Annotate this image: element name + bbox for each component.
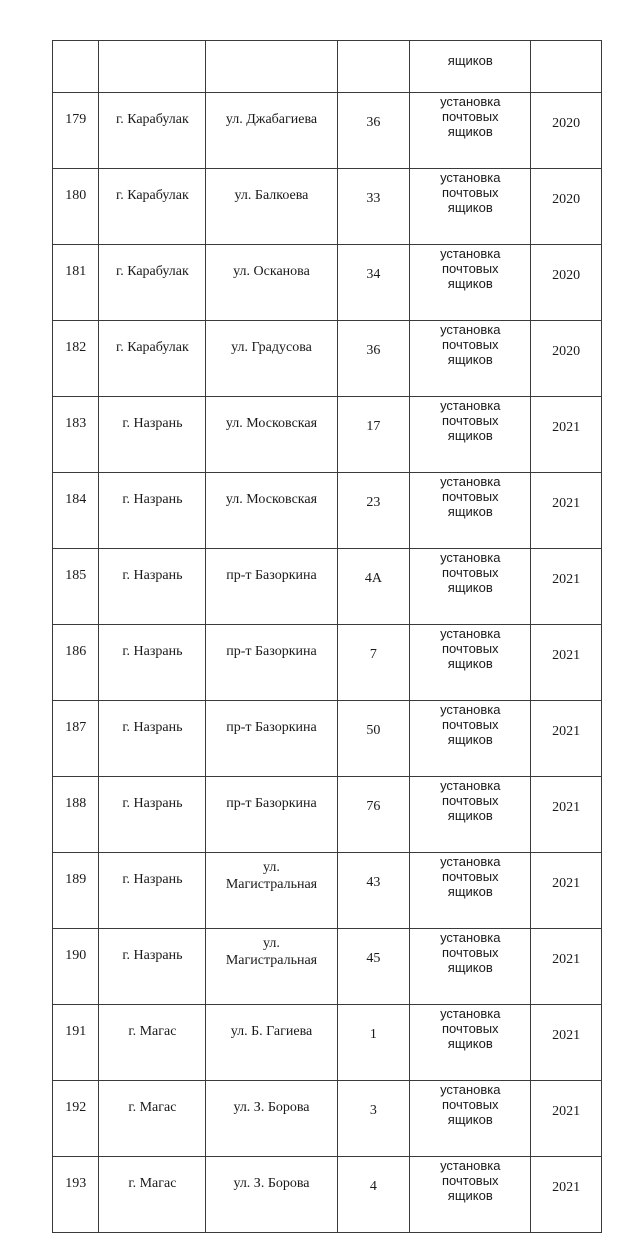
cell-work xyxy=(410,321,531,397)
cell-num: 182 xyxy=(53,321,99,397)
cell-year: 2020 xyxy=(531,93,602,169)
cell-city: г. Карабулак xyxy=(99,93,206,169)
cell-num: 183 xyxy=(53,397,99,473)
cell-street: ул. Джабагиева xyxy=(206,93,337,169)
cell-year: 2020 xyxy=(531,245,602,321)
cell-city: г. Карабулак xyxy=(99,321,206,397)
work-line: установка xyxy=(440,930,501,945)
cell-year xyxy=(531,41,602,93)
cell-street: пр-т Базоркина xyxy=(206,549,337,625)
cell-work xyxy=(410,549,531,625)
cell-city: г. Назрань xyxy=(99,701,206,777)
cell-year: 2020 xyxy=(531,169,602,245)
cell-num: 186 xyxy=(53,625,99,701)
work-line: ящиков xyxy=(447,504,493,519)
document-page xyxy=(52,40,602,1233)
work-line: ящиков xyxy=(447,124,493,139)
cell-house: 36 xyxy=(337,321,410,397)
cell-street: пр-т Базоркина xyxy=(206,777,337,853)
cell-house: 17 xyxy=(337,397,410,473)
cell-house: 4А xyxy=(337,549,410,625)
work-line: установка xyxy=(440,170,501,185)
street-line: Магистральная xyxy=(225,953,318,968)
cell-city: г. Назрань xyxy=(99,473,206,549)
cell-house: 23 xyxy=(337,473,410,549)
cell-year: 2021 xyxy=(531,853,602,929)
cell-year: 2021 xyxy=(531,1157,602,1233)
work-line: ящиков xyxy=(447,428,493,443)
cell-city: г. Магас xyxy=(99,1081,206,1157)
work-line: почтовых xyxy=(442,565,499,580)
work-line: почтовых xyxy=(442,869,499,884)
cell-year: 2021 xyxy=(531,1081,602,1157)
cell-num: 181 xyxy=(53,245,99,321)
cell-year: 2021 xyxy=(531,777,602,853)
cell-num: 191 xyxy=(53,1005,99,1081)
cell-year: 2021 xyxy=(531,473,602,549)
cell-num: 192 xyxy=(53,1081,99,1157)
cell-num: 190 xyxy=(53,929,99,1005)
work-line: ящиков xyxy=(447,1188,493,1203)
cell-work: ящиков xyxy=(410,41,531,93)
cell-work xyxy=(410,929,531,1005)
work-line: почтовых xyxy=(442,337,499,352)
cell-street xyxy=(206,929,337,1005)
cell-street: ул. Осканова xyxy=(206,245,337,321)
cell-street: ул. Московская xyxy=(206,473,337,549)
cell-city: г. Магас xyxy=(99,1005,206,1081)
table-row xyxy=(53,777,602,853)
cell-city: г. Назрань xyxy=(99,929,206,1005)
table-row xyxy=(53,1081,602,1157)
work-line: установка xyxy=(440,550,501,565)
work-line: ящиков xyxy=(447,580,493,595)
work-line: почтовых xyxy=(442,641,499,656)
cell-num: 179 xyxy=(53,93,99,169)
cell-street: ул. Московская xyxy=(206,397,337,473)
table-row xyxy=(53,853,602,929)
cell-num: 185 xyxy=(53,549,99,625)
work-line: почтовых xyxy=(442,489,499,504)
work-line: установка xyxy=(440,474,501,489)
table-row xyxy=(53,397,602,473)
cell-year: 2020 xyxy=(531,321,602,397)
table-row xyxy=(53,473,602,549)
cell-city: г. Магас xyxy=(99,1157,206,1233)
work-line: почтовых xyxy=(442,945,499,960)
street-line: Магистральная xyxy=(225,877,318,892)
cell-year: 2021 xyxy=(531,929,602,1005)
cell-house: 36 xyxy=(337,93,410,169)
work-line: почтовых xyxy=(442,185,499,200)
table-row xyxy=(53,701,602,777)
work-line: почтовых xyxy=(442,261,499,276)
cell-work xyxy=(410,245,531,321)
cell-house: 4 xyxy=(337,1157,410,1233)
work-line: ящиков xyxy=(447,200,493,215)
work-line: ящиков xyxy=(447,1112,493,1127)
cell-house: 3 xyxy=(337,1081,410,1157)
work-line: установка xyxy=(440,1006,501,1021)
work-line: установка xyxy=(440,94,501,109)
works-table xyxy=(52,40,602,1233)
table-row xyxy=(53,1157,602,1233)
cell-city xyxy=(99,41,206,93)
table-row xyxy=(53,625,602,701)
cell-work xyxy=(410,625,531,701)
works-table-body xyxy=(53,41,602,1233)
work-line: почтовых xyxy=(442,717,499,732)
cell-street xyxy=(206,41,337,93)
cell-work xyxy=(410,397,531,473)
work-line: установка xyxy=(440,778,501,793)
work-line: установка xyxy=(440,246,501,261)
cell-city: г. Назрань xyxy=(99,777,206,853)
work-line: ящиков xyxy=(447,276,493,291)
table-row xyxy=(53,929,602,1005)
cell-num: 193 xyxy=(53,1157,99,1233)
cell-city: г. Назрань xyxy=(99,549,206,625)
table-row xyxy=(53,549,602,625)
table-row xyxy=(53,169,602,245)
cell-street: пр-т Базоркина xyxy=(206,625,337,701)
cell-house: 50 xyxy=(337,701,410,777)
work-line: установка xyxy=(440,854,501,869)
cell-work xyxy=(410,701,531,777)
cell-street: ул. З. Борова xyxy=(206,1157,337,1233)
street-line: ул. xyxy=(263,936,280,951)
table-row xyxy=(53,1005,602,1081)
cell-street xyxy=(206,853,337,929)
work-line: установка xyxy=(440,626,501,641)
cell-work xyxy=(410,777,531,853)
cell-street: пр-т Базоркина xyxy=(206,701,337,777)
work-line: почтовых xyxy=(442,1021,499,1036)
cell-house: 34 xyxy=(337,245,410,321)
work-line: установка xyxy=(440,1082,501,1097)
cell-work xyxy=(410,169,531,245)
cell-num: 180 xyxy=(53,169,99,245)
cell-street: ул. Б. Гагиева xyxy=(206,1005,337,1081)
work-line: ящиков xyxy=(447,352,493,367)
work-line: установка xyxy=(440,398,501,413)
cell-num: 184 xyxy=(53,473,99,549)
work-line: ящиков xyxy=(447,732,493,747)
cell-num xyxy=(53,41,99,93)
cell-work xyxy=(410,473,531,549)
work-line: установка xyxy=(440,1158,501,1173)
table-row-continuation xyxy=(53,41,602,93)
cell-house xyxy=(337,41,410,93)
cell-year: 2021 xyxy=(531,625,602,701)
work-line: установка xyxy=(440,702,501,717)
table-row xyxy=(53,321,602,397)
cell-city: г. Карабулак xyxy=(99,245,206,321)
work-line: ящиков xyxy=(447,808,493,823)
work-line: почтовых xyxy=(442,793,499,808)
cell-year: 2021 xyxy=(531,549,602,625)
work-line: ящиков xyxy=(447,884,493,899)
work-line: ящиков xyxy=(447,1036,493,1051)
cell-house: 76 xyxy=(337,777,410,853)
work-line: установка xyxy=(440,322,501,337)
table-row xyxy=(53,93,602,169)
cell-work xyxy=(410,1157,531,1233)
cell-street: ул. З. Борова xyxy=(206,1081,337,1157)
table-row xyxy=(53,245,602,321)
cell-city: г. Карабулак xyxy=(99,169,206,245)
cell-house: 33 xyxy=(337,169,410,245)
cell-num: 187 xyxy=(53,701,99,777)
cell-num: 189 xyxy=(53,853,99,929)
work-line: ящиков xyxy=(447,656,493,671)
cell-num: 188 xyxy=(53,777,99,853)
street-line: ул. xyxy=(263,860,280,875)
cell-street: ул. Градусова xyxy=(206,321,337,397)
cell-house: 1 xyxy=(337,1005,410,1081)
work-line: почтовых xyxy=(442,1173,499,1188)
cell-year: 2021 xyxy=(531,701,602,777)
cell-city: г. Назрань xyxy=(99,397,206,473)
cell-year: 2021 xyxy=(531,1005,602,1081)
cell-work xyxy=(410,1081,531,1157)
cell-work xyxy=(410,853,531,929)
cell-work xyxy=(410,93,531,169)
work-line: почтовых xyxy=(442,1097,499,1112)
cell-city: г. Назрань xyxy=(99,853,206,929)
work-line: ящиков xyxy=(447,960,493,975)
work-line: почтовых xyxy=(442,413,499,428)
work-line: почтовых xyxy=(442,109,499,124)
cell-house: 43 xyxy=(337,853,410,929)
cell-city: г. Назрань xyxy=(99,625,206,701)
cell-work xyxy=(410,1005,531,1081)
cell-street: ул. Балкоева xyxy=(206,169,337,245)
cell-house: 7 xyxy=(337,625,410,701)
cell-year: 2021 xyxy=(531,397,602,473)
cell-house: 45 xyxy=(337,929,410,1005)
